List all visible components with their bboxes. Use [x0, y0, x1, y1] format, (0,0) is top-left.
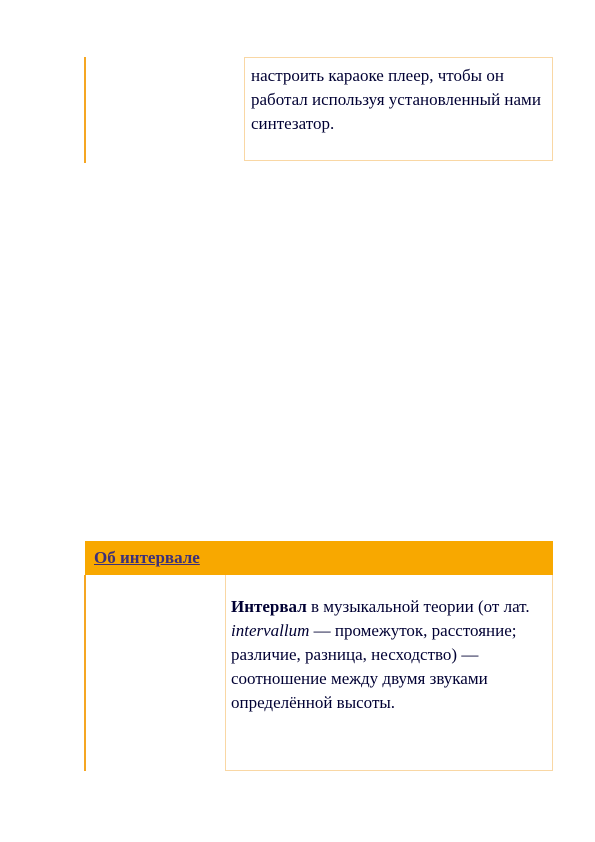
- interval-table-left-border: [84, 575, 86, 771]
- about-interval-link[interactable]: Об интервале: [94, 548, 200, 567]
- interval-definition-cell: [225, 575, 553, 771]
- interval-table-header: [85, 541, 553, 575]
- top-table-left-border: [84, 57, 86, 163]
- interval-definition: [231, 595, 542, 715]
- latin-word: intervallum: [231, 621, 310, 640]
- definition-part-1: в музыкальной теории (от лат.: [306, 597, 530, 616]
- top-text-cell: [244, 57, 553, 161]
- definition-part-2: — промежуток, расстояние; различие, разница, несходство) — соотношение между двумя звуками определённой высоты.: [231, 621, 517, 712]
- top-cell-text: настроить караоке плеер, чтобы он работал используя установленный нами синтезатор.: [251, 66, 541, 133]
- interval-term: Интервал: [231, 597, 307, 616]
